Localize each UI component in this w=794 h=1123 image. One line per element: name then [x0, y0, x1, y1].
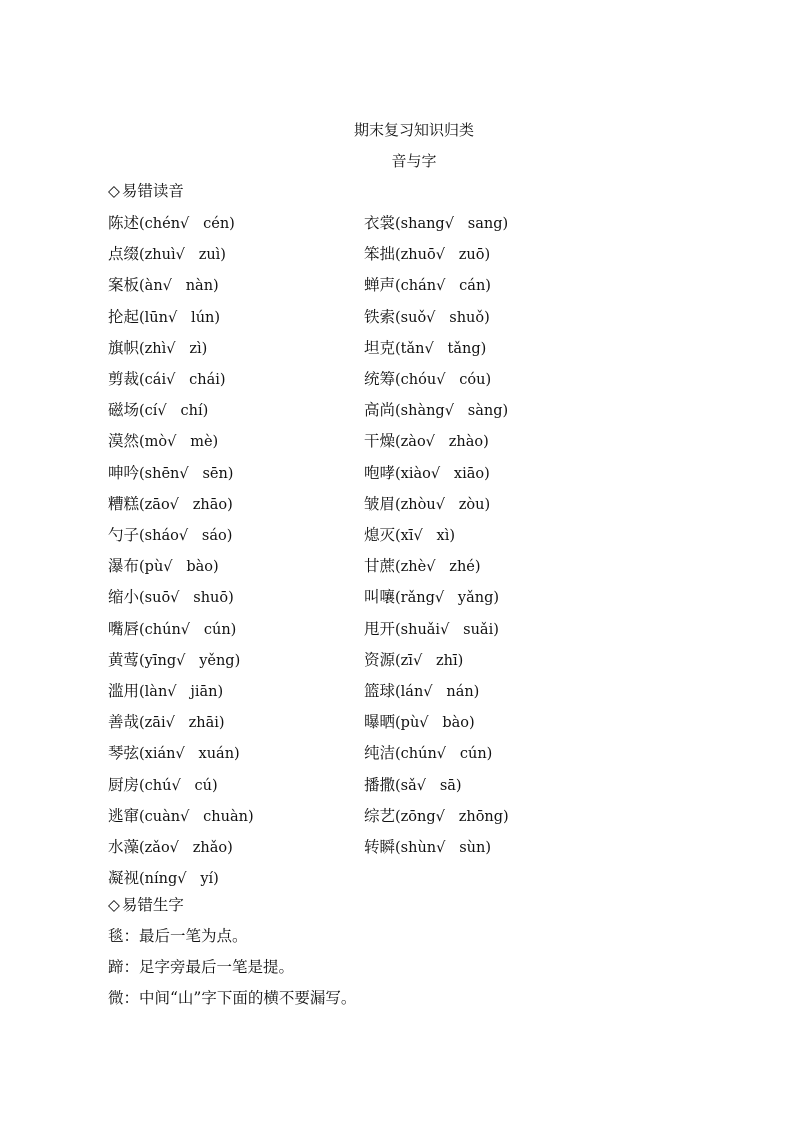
pinyin-reading: (cái√ chái): [139, 372, 226, 388]
word-item: [108, 431, 218, 452]
pinyin-reading: (tǎn√ tǎng): [395, 340, 487, 357]
word-item: [108, 556, 219, 577]
page-subtitle: 音与字: [391, 152, 437, 170]
word-text: 案板: [108, 276, 140, 295]
list-row: [0, 743, 794, 765]
pinyin-reading: (rǎng√ yǎng): [395, 590, 500, 607]
pinyin-reading: (yīng√ yěng): [139, 652, 241, 669]
pinyin-reading: (zhì√ zì): [139, 340, 208, 357]
pinyin-reading: (zhè√ zhé): [395, 559, 481, 576]
word-text: 甘蔗: [364, 557, 396, 576]
word-text: 笨拙: [364, 245, 396, 264]
pinyin-reading: (zāi√ zhāi): [139, 715, 225, 732]
word-text: 呻吟: [108, 463, 140, 482]
pinyin-reading: (xiào√ xiāo): [395, 465, 490, 482]
list-row: [0, 650, 794, 672]
pinyin-reading: (chén√ cén): [139, 216, 235, 232]
pinyin-reading: (suǒ√ shuǒ): [395, 309, 490, 326]
word-text: 蝉声: [364, 276, 396, 295]
word-item: [364, 431, 489, 452]
word-text: 厨房: [108, 775, 140, 794]
pinyin-reading: (mò√ mè): [139, 434, 219, 451]
word-text: 水藻: [108, 838, 140, 856]
word-text: 衣裳: [364, 214, 396, 232]
word-item: [108, 369, 226, 390]
list-row: [0, 806, 794, 828]
word-item: [108, 213, 235, 234]
word-text: 善哉: [108, 713, 140, 732]
word-item: [364, 743, 492, 764]
list-row: [0, 338, 794, 360]
list-row: [0, 556, 794, 578]
list-row: [0, 213, 794, 235]
word-item: [364, 681, 479, 702]
word-text: 凝视: [108, 869, 140, 888]
diamond-icon: ◇: [108, 896, 120, 915]
word-text: 播撒: [364, 775, 396, 794]
word-text: 曝晒: [364, 713, 396, 732]
pinyin-reading: (cuàn√ chuàn): [139, 808, 254, 825]
character-note: 微：中间“山”字下面的横不要漏写。: [108, 989, 357, 1008]
word-text: 资源: [364, 650, 396, 669]
word-text: 琴弦: [108, 744, 140, 763]
word-text: 熄灭: [364, 526, 396, 544]
word-item: [108, 650, 240, 671]
word-text: 逃窜: [108, 806, 140, 825]
word-item: [108, 775, 218, 796]
pinyin-reading: (chú√ cú): [139, 777, 218, 794]
pinyin-reading: (chán√ cán): [395, 278, 491, 295]
pinyin-reading: (làn√ jiān): [139, 684, 224, 700]
pinyin-reading: (xī√ xì): [395, 528, 456, 544]
list-row: [0, 431, 794, 453]
word-text: 勺子: [108, 526, 140, 544]
pinyin-reading: (zhòu√ zòu): [395, 496, 491, 513]
list-row: [0, 837, 794, 859]
word-text: 滥用: [108, 682, 140, 700]
pinyin-reading: (zào√ zhào): [395, 434, 489, 451]
pinyin-reading: (shùn√ sùn): [395, 840, 491, 856]
list-row: [0, 712, 794, 734]
list-row: [0, 400, 794, 422]
word-item: [108, 400, 208, 421]
pinyin-reading: (àn√ nàn): [139, 278, 219, 295]
word-item: [364, 463, 490, 484]
word-item: [364, 619, 499, 640]
word-item: [364, 806, 509, 827]
list-row: [0, 463, 794, 485]
list-row: [0, 275, 794, 297]
word-item: [364, 712, 475, 733]
character-note: 毯：最后一笔为点。: [108, 927, 248, 946]
list-row: [0, 525, 794, 547]
word-text: 缩小: [108, 588, 140, 607]
word-text: 剪裁: [108, 370, 140, 388]
word-text: 漠然: [108, 432, 140, 451]
word-text: 综艺: [364, 806, 396, 825]
word-text: 铁索: [364, 307, 396, 326]
list-row: [0, 494, 794, 516]
word-text: 篮球: [364, 682, 396, 700]
word-text: 甩开: [364, 619, 396, 638]
word-text: 点缀: [108, 245, 140, 264]
word-item: [108, 837, 233, 858]
pinyin-reading: (zōng√ zhōng): [395, 808, 509, 825]
page-title: 期末复习知识归类: [353, 121, 474, 139]
word-item: [108, 619, 236, 640]
pinyin-reading: (zhuì√ zuì): [139, 247, 226, 264]
word-item: [364, 525, 455, 546]
word-item: [108, 494, 233, 515]
pinyin-reading: (sháo√ sáo): [139, 528, 233, 544]
list-row: [0, 369, 794, 391]
character-note: 蹄：足字旁最后一笔是提。: [108, 958, 295, 977]
word-item: [364, 587, 499, 608]
pinyin-reading: (chóu√ cóu): [395, 372, 492, 388]
list-row: [0, 587, 794, 609]
list-row: [0, 307, 794, 329]
word-text: 皱眉: [364, 494, 396, 513]
word-text: 陈述: [108, 214, 140, 232]
word-item: [364, 494, 490, 515]
word-item: [364, 556, 481, 577]
word-item: [108, 525, 232, 546]
word-text: 纯洁: [364, 744, 396, 763]
word-text: 黄莺: [108, 650, 140, 669]
list-row: [0, 868, 794, 890]
word-item: [364, 775, 462, 796]
word-text: 嘴唇: [108, 619, 140, 638]
pinyin-reading: (zhuō√ zuō): [395, 247, 491, 264]
word-text: 坦克: [364, 338, 396, 357]
word-item: [108, 463, 233, 484]
word-item: [364, 275, 491, 296]
word-item: [364, 400, 508, 421]
word-item: [108, 806, 254, 827]
word-item: [364, 837, 491, 858]
word-item: [364, 650, 463, 671]
pinyin-reading: (níng√ yí): [139, 871, 219, 888]
list-row: [0, 775, 794, 797]
pinyin-reading: (shang√ sang): [395, 216, 509, 232]
pinyin-reading: (chún√ cún): [139, 621, 237, 638]
word-item: [108, 681, 223, 702]
list-row: [0, 619, 794, 641]
pinyin-reading: (zǎo√ zhǎo): [139, 840, 233, 856]
pinyin-reading: (xián√ xuán): [139, 746, 240, 763]
pinyin-reading: (cí√ chí): [139, 403, 209, 420]
pinyin-reading: (zāo√ zhāo): [139, 496, 233, 513]
word-item: [364, 213, 508, 234]
word-text: 旗帜: [108, 338, 140, 357]
word-item: [364, 244, 490, 265]
word-text: 干燥: [364, 432, 396, 451]
word-text: 转瞬: [364, 838, 396, 856]
pinyin-reading: (shēn√ sēn): [139, 465, 234, 482]
word-item: [108, 338, 207, 359]
word-text: 糟糕: [108, 494, 140, 513]
word-item: [108, 307, 220, 328]
pinyin-reading: (pù√ bào): [395, 715, 475, 732]
section-heading-label: 易错生字: [121, 896, 184, 915]
pinyin-reading: (lán√ nán): [395, 684, 480, 700]
word-item: [364, 307, 490, 328]
word-text: 叫嚷: [364, 588, 396, 607]
section-heading-characters: [108, 895, 184, 915]
pinyin-reading: (shàng√ sàng): [395, 403, 509, 420]
pinyin-reading: (sǎ√ sā): [395, 777, 462, 794]
pinyin-reading: (pù√ bào): [139, 559, 219, 576]
word-item: [364, 369, 491, 390]
list-row: [0, 681, 794, 703]
word-text: 磁场: [108, 401, 140, 420]
word-text: 统筹: [364, 370, 396, 388]
diamond-icon: ◇: [108, 182, 120, 200]
pinyin-reading: (shuǎi√ suǎi): [395, 621, 499, 638]
word-item: [108, 587, 234, 608]
list-row: [0, 244, 794, 266]
pinyin-reading: (suō√ shuō): [139, 590, 234, 607]
word-text: 瀑布: [108, 557, 140, 576]
word-item: [364, 338, 486, 359]
section-heading-label: 易错读音: [121, 182, 184, 200]
word-item: [108, 244, 226, 265]
word-item: [108, 275, 219, 296]
pinyin-reading: (zī√ zhī): [395, 652, 464, 669]
word-item: [108, 712, 225, 733]
word-text: 抡起: [108, 307, 140, 326]
word-item: [108, 743, 240, 764]
word-item: [108, 868, 219, 889]
pinyin-reading: (lūn√ lún): [139, 309, 221, 326]
word-text: 咆哮: [364, 463, 396, 482]
word-text: 高尚: [364, 401, 396, 420]
pinyin-reading: (chún√ cún): [395, 746, 493, 763]
